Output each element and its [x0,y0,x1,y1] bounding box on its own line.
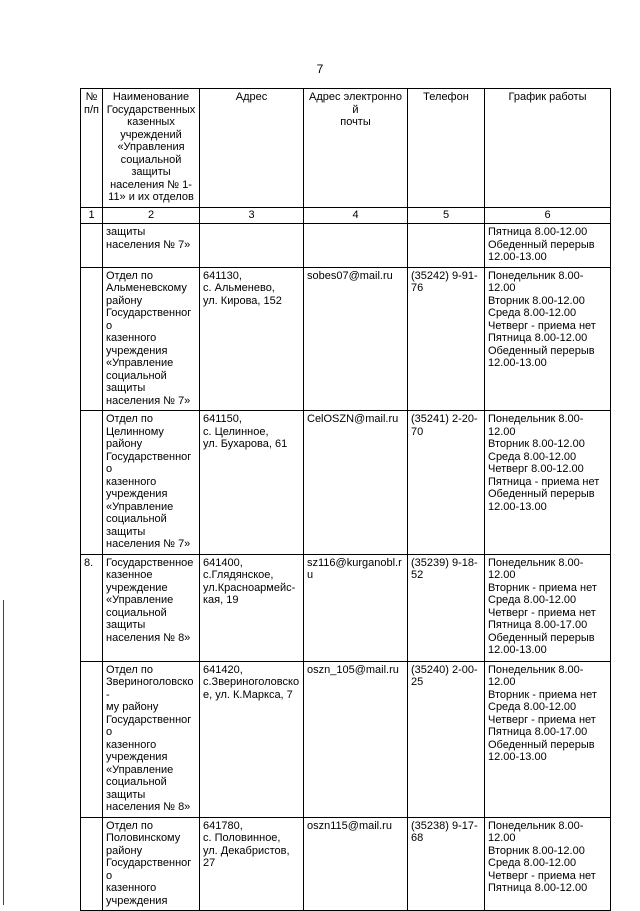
row-num [81,224,103,268]
table-row [81,411,611,555]
row-schedule: Понедельник 8.00- 12.00 Вторник 8.00-12.00 Среда 8.00-12.00 Четверг - приема нет Пятница 8.00-12.00 [485,817,611,911]
row-phone: (35241) 2-20- 70 [408,411,485,555]
row-name: Отдел по Звериноголовско- му району Государственного казенного учреждения «Управление социальной защиты населения № 8» [103,661,200,817]
row-email: oszn_105@mail.ru [304,661,408,817]
row-email: sz116@kurganobl.r u [304,554,408,661]
table-row [81,554,611,661]
row-num: 8. [81,554,103,661]
row-email [304,224,408,268]
row-schedule: Понедельник 8.00- 12.00 Вторник 8.00-12.00 Среда 8.00-12.00 Четверг 8.00-12.00 Пятница - приема нет Обеденный перерыв 12.00-13.00 [485,411,611,555]
row-phone: (35242) 9-91- 76 [408,267,485,411]
row-num [81,661,103,817]
column-number-row [81,207,611,224]
header-email: Адрес электронной почты [304,89,408,208]
table-row [81,817,611,911]
table-row [81,267,611,411]
header-name: Наименование Государственных казенных учреждений «Управления социальной защиты населения № 1- 11» и их отделов [103,89,200,208]
row-name: защиты населения № 7» [103,224,200,268]
row-phone: (35238) 9-17- 68 [408,817,485,911]
row-address: 641780, с. Половинное, ул. Декабристов, 27 [200,817,304,911]
row-schedule: Пятница 8.00-12.00 Обеденный перерыв 12.00-13.00 [485,224,611,268]
column-number: 4 [304,207,408,224]
header-phone: Телефон [408,89,485,208]
row-schedule: Понедельник 8.00- 12.00 Вторник - приема нет Среда 8.00-12.00 Четверг - приема нет Пятница 8.00-17.00 Обеденный перерыв 12.00-13.00 [485,661,611,817]
column-number: 1 [81,207,103,224]
table-row [81,224,611,268]
column-number: 5 [408,207,485,224]
row-address [200,224,304,268]
institutions-table [80,88,611,911]
row-phone [408,224,485,268]
header-address: Адрес [200,89,304,208]
row-schedule: Понедельник 8.00- 12.00 Вторник 8.00-12.00 Среда 8.00-12.00 Четверг - приема нет Пятница 8.00-12.00 Обеденный перерыв 12.00-13.00 [485,267,611,411]
header-schedule: График работы [485,89,611,208]
row-num [81,817,103,911]
row-name: Отдел по Целинному району Государственного казенного учреждения «Управление социальной защиты населения № 7» [103,411,200,555]
row-address: 641130, с. Альменево, ул. Кирова, 152 [200,267,304,411]
scan-edge-line [3,600,4,905]
header-num: № п/п [81,89,103,208]
row-email: CelOSZN@mail.ru [304,411,408,555]
row-phone: (35240) 2-00- 25 [408,661,485,817]
row-name: Отдел по Половинскому району Государственного казенного учреждения [103,817,200,911]
row-address: 641400, с.Глядянское, ул.Красноармейс- кая, 19 [200,554,304,661]
row-address: 641420, с.Звериноголовско е, ул. К.Маркса, 7 [200,661,304,817]
row-num [81,411,103,555]
row-name: Отдел по Альменевскому району Государственного казенного учреждения «Управление социальной защиты населения № 7» [103,267,200,411]
column-number: 2 [103,207,200,224]
page-number: 7 [316,62,324,76]
row-address: 641150, с. Целинное, ул. Бухарова, 61 [200,411,304,555]
table-row [81,661,611,817]
row-email: sobes07@mail.ru [304,267,408,411]
row-name: Государственное казенное учреждение «Управление социальной защиты населения № 8» [103,554,200,661]
row-email: oszn115@mail.ru [304,817,408,911]
row-schedule: Понедельник 8.00- 12.00 Вторник - приема нет Среда 8.00-12.00 Четверг - приема нет Пятница 8.00-17.00 Обеденный перерыв 12.00-13.00 [485,554,611,661]
column-number: 3 [200,207,304,224]
column-number: 6 [485,207,611,224]
row-num [81,267,103,411]
table-header-row [81,89,611,208]
row-phone: (35239) 9-18- 52 [408,554,485,661]
